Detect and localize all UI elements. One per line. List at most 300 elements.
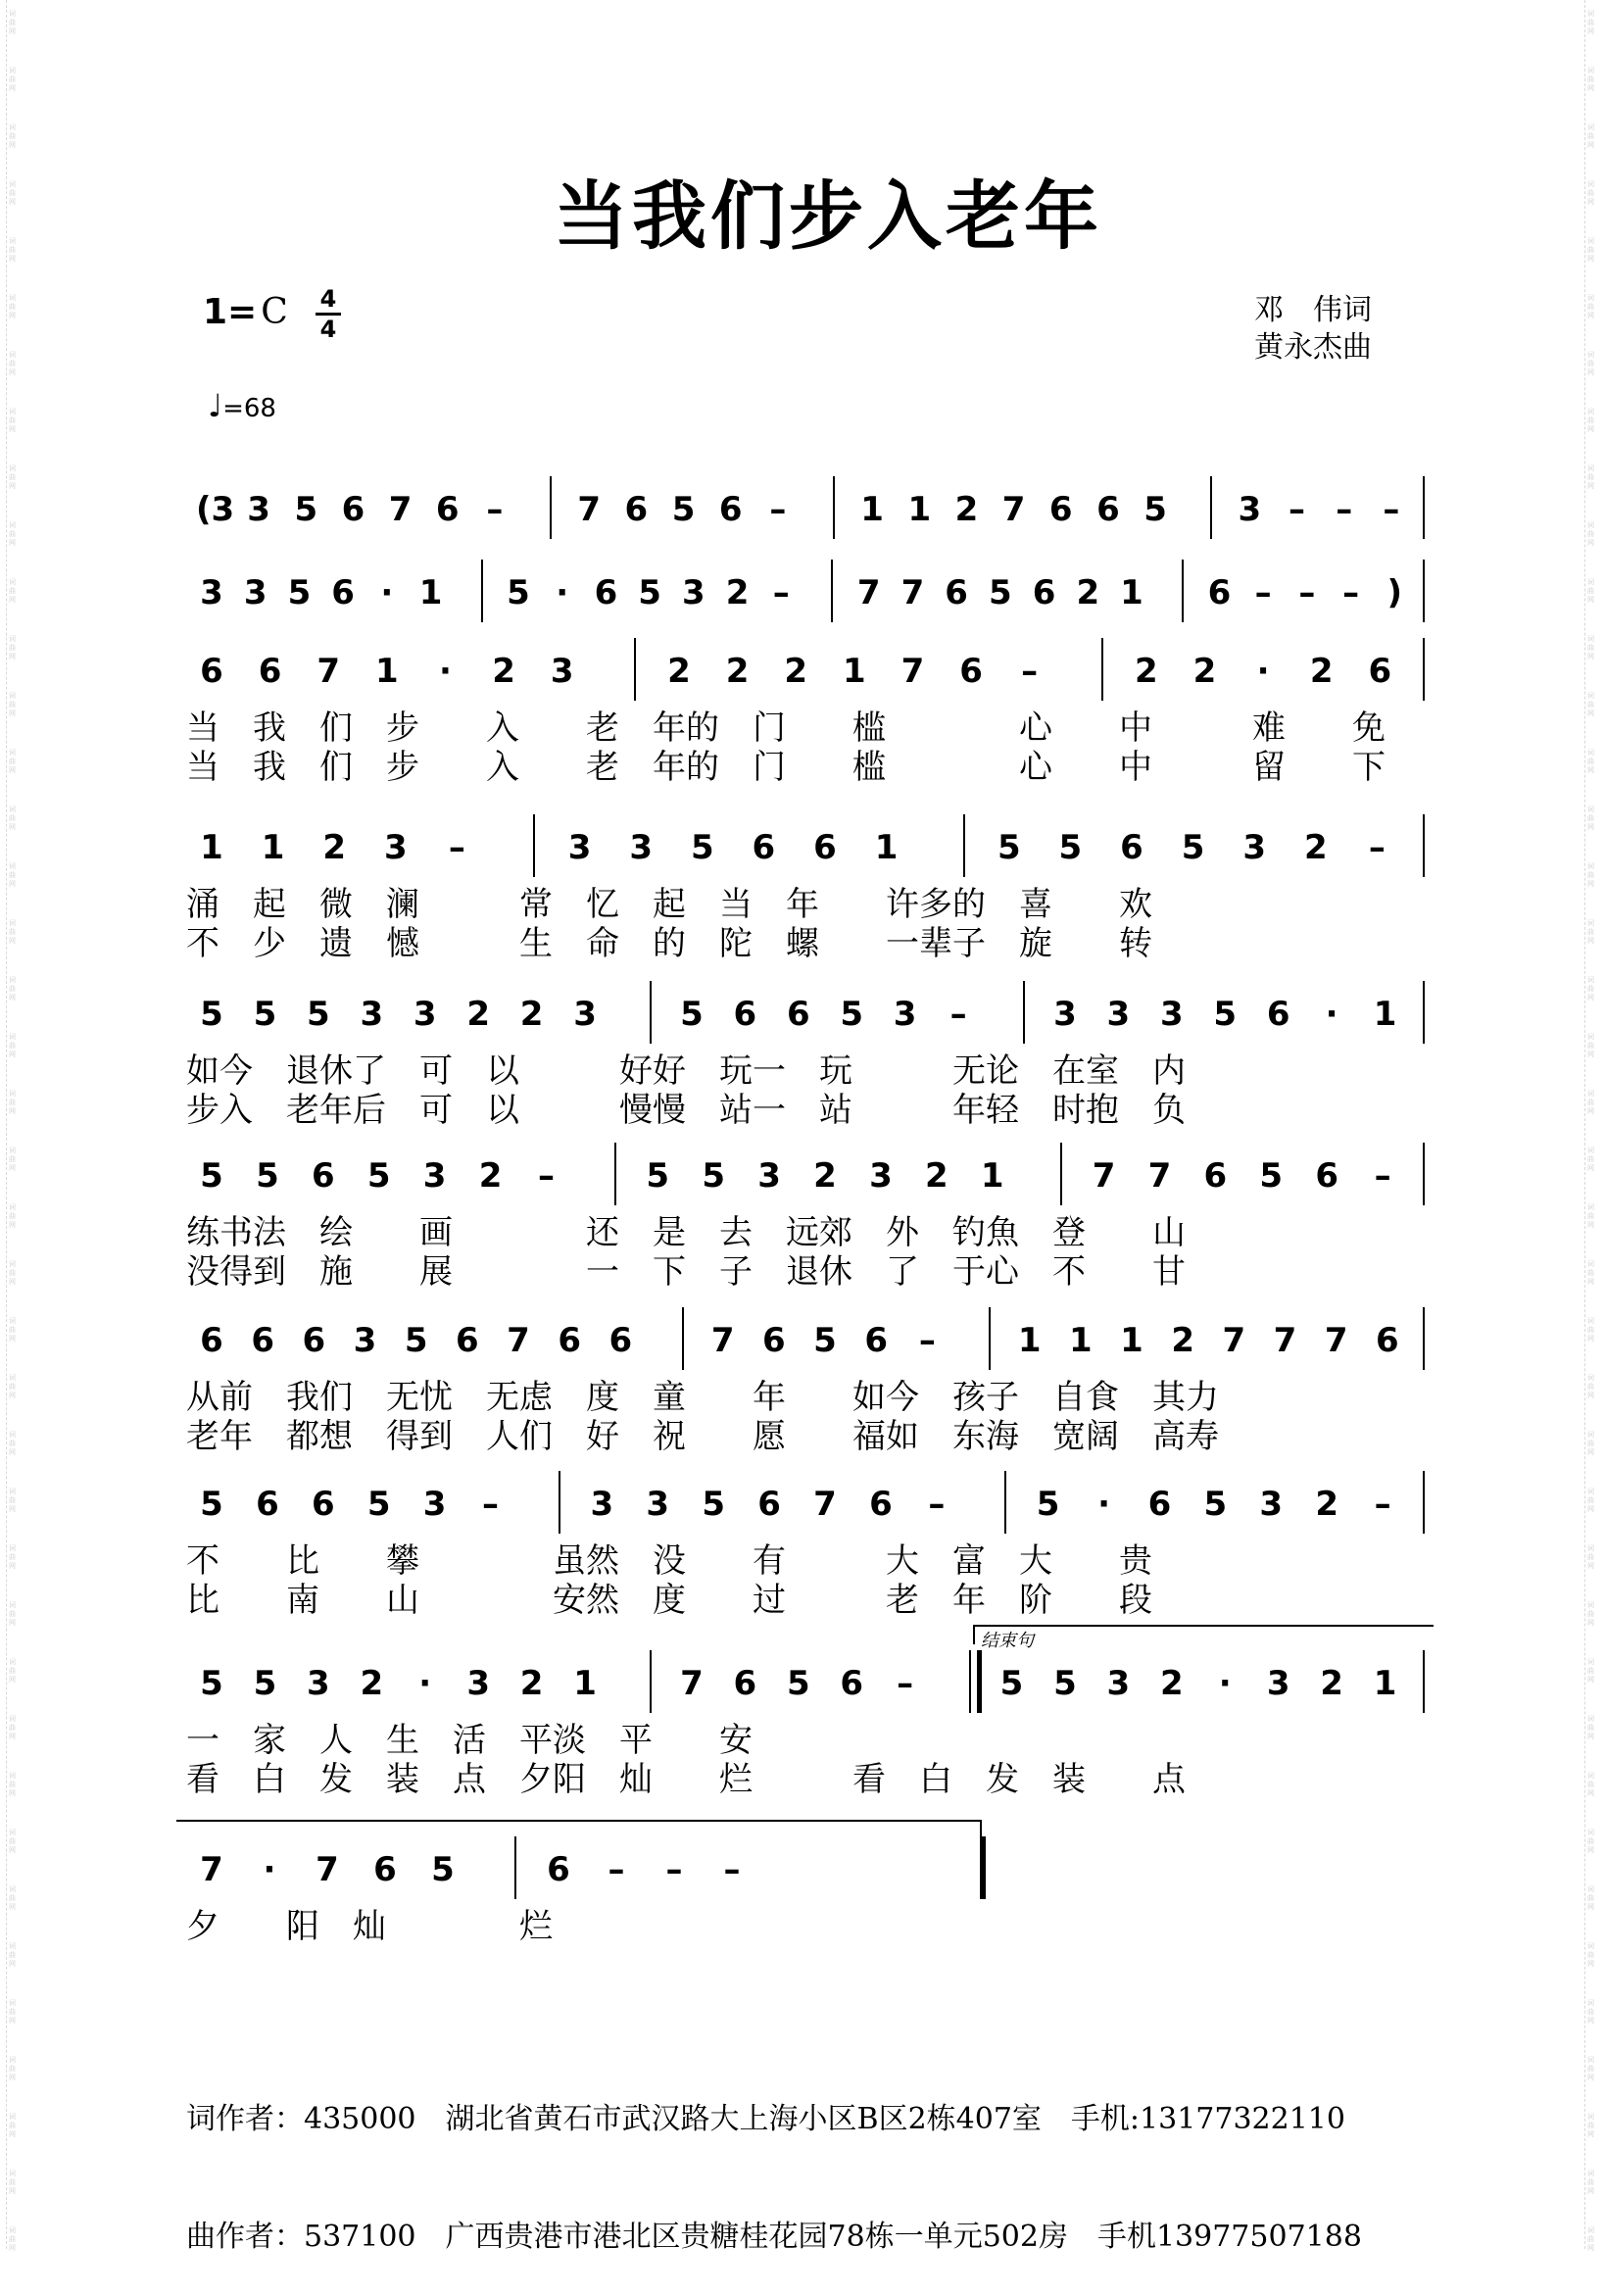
note: 7 [710,1321,735,1360]
note: 2 [360,1664,384,1703]
note: 5 [256,1156,279,1196]
note: 5 [702,1485,725,1524]
note: 7 [1273,1321,1297,1360]
song-title: 当我们步入老年 [554,172,1102,260]
note: 3 [413,995,437,1034]
note: 5 [671,490,696,529]
watermark-text: 词曲网 [1587,464,1594,490]
watermark-text: 词曲网 [1587,806,1594,831]
note: 6 [608,1321,633,1360]
lyric-line: 不 少 遗 憾 生 命 的 陀 螺 一辈子 旋 转 [186,924,1152,963]
watermark-text: 词曲网 [1587,1431,1594,1456]
watermark-text: 词曲网 [9,123,16,149]
lyric-line: 步入 老年后 可 以 慢慢 站一 站 年轻 时抱 负 [186,1091,1186,1130]
note: · [1097,1485,1110,1524]
note: 6 [373,1850,397,1889]
lyric-line: 练书法 绘 画 还 是 去 远郊 外 钓魚 登 山 [186,1213,1186,1252]
note: 1 [860,490,884,529]
barline [650,981,652,1044]
note: 2 [784,652,808,691]
note: 2 [1076,573,1100,612]
barline [559,1471,560,1534]
note: 1 [1068,1321,1093,1360]
watermark-text: 词曲网 [9,1999,16,2025]
watermark-text: 词曲网 [1587,692,1594,717]
note: 7 [900,652,925,691]
note: · [1218,1664,1232,1703]
watermark-text: 词曲网 [9,919,16,945]
watermark-text: 词曲网 [9,749,16,774]
note: 5 [253,1664,277,1703]
watermark-text: 词曲网 [9,1488,16,1513]
watermark-text: 词曲网 [1587,976,1594,1001]
watermark-text: 词曲网 [9,408,16,433]
lyric-line: 夕 阳 灿 烂 [186,1907,553,1946]
note: – [1383,490,1400,529]
watermark-text: 词曲网 [9,1715,16,1740]
note: 2 [478,1156,503,1196]
barline [533,814,535,877]
note: 6 [331,573,355,612]
note: 3 [1238,490,1262,529]
watermark-text: 词曲网 [9,1431,16,1456]
watermark-text: 词曲网 [9,180,16,206]
watermark-text: 词曲网 [9,635,16,660]
note: 1 [418,573,443,612]
note: 2 [924,1156,948,1196]
note: 2 [725,573,750,612]
note: 6 [311,1485,335,1524]
note: 5 [1213,995,1238,1034]
note: – [949,995,967,1034]
watermark-text: 词曲网 [1587,2170,1594,2195]
note: 7 [388,490,413,529]
note: 5 [294,490,318,529]
note: 7 [1147,1156,1172,1196]
note: – [1289,490,1306,529]
note: 2 [1315,1485,1338,1524]
watermark-text: 词曲网 [9,67,16,92]
note: 6 [341,490,365,529]
watermark-text: 词曲网 [1587,1317,1594,1343]
note: 6 [311,1156,335,1196]
barline [634,638,636,701]
note: 3 [757,1156,781,1196]
ending-bracket: 结束句 [973,1625,1434,1644]
watermark-text: 词曲网 [9,1544,16,1570]
note: 6 [594,573,618,612]
watermark-text: 词曲网 [1587,294,1594,319]
barline [833,476,835,539]
note: · [418,1664,432,1703]
note: 5 [813,1321,837,1360]
note: 5 [1143,490,1167,529]
lyric-line: 一 家 人 生 活 平淡 平 安 [186,1721,753,1760]
note: 7 [1222,1321,1246,1360]
watermark-text: 词曲网 [1587,237,1594,263]
composer-credit: 黄永杰曲 [1254,330,1372,365]
watermark-text: 词曲网 [9,578,16,604]
note: – [1298,573,1316,612]
note: 5 [646,1156,670,1196]
credits [1254,292,1372,366]
note: 1 [1120,1321,1143,1360]
lyric-line: 如今 退休了 可 以 好好 玩一 玩 无论 在室 内 [186,1051,1186,1091]
note: – [486,490,504,529]
note: 5 [989,573,1012,612]
watermark-text: 词曲网 [1587,521,1594,547]
note: 6 [1096,490,1120,529]
watermark-text: 词曲网 [9,521,16,547]
tempo-marking: ♩=68 [208,387,276,424]
note: 3 [573,995,597,1034]
note: – [1342,573,1360,612]
note: 6 [761,1321,786,1360]
barline [1423,981,1425,1044]
lyricist-credit: 邓 伟词 [1254,293,1372,327]
barline [1423,814,1425,877]
watermark-text: 词曲网 [9,692,16,717]
note: 5 [200,1664,223,1703]
note: 7 [577,490,602,529]
lyricist-contact: 词作者：435000 湖北省黄石市武汉路大上海小区B区2栋407室 手机:13177322110 [186,2102,1345,2136]
lyric-line: 比 南 山 安然 度 过 老 年 阶 段 [186,1581,1152,1620]
note: – [1374,1485,1391,1524]
note: 6 [869,1485,893,1524]
note: 5 [999,1664,1024,1703]
barline [1023,981,1025,1044]
right-margin-strip [1584,0,1599,2252]
note: 3 [629,828,654,867]
note: 5 [840,995,864,1034]
watermark-text: 词曲网 [1587,123,1594,149]
note: 3 [360,995,384,1034]
barline [989,1307,991,1370]
note: 6 [1266,995,1290,1034]
watermark-text: 词曲网 [9,2056,16,2081]
note: 6 [786,995,810,1034]
watermark-text: 词曲网 [9,1317,16,1343]
note: 1 [200,828,223,867]
key-signature: 1= C [203,292,288,332]
lyric-line: 涌 起 微 澜 常 忆 起 当 年 许多的 喜 欢 [186,885,1152,924]
barline [1004,1471,1006,1534]
note: 1 [1373,1664,1397,1703]
note: 5 [200,1156,223,1196]
watermark-text: 词曲网 [1587,1715,1594,1740]
note: 6 [1207,573,1232,612]
note: 7 [813,1485,837,1524]
note: 1 [1373,995,1397,1034]
lyric-line: 看 白 发 装 点 夕阳 灿 烂 看 白 发 装 点 [186,1760,1186,1799]
note: 2 [1135,652,1158,691]
note: 3 [567,828,592,867]
barline [1182,560,1184,622]
barline [1423,560,1425,622]
watermark-text: 词曲网 [1587,1829,1594,1854]
note: 1 [842,652,866,691]
note: 3 [200,573,223,612]
lyric-line: 老年 都想 得到 人们 好 祝 愿 福如 东海 宽阔 高寿 [186,1417,1219,1456]
note: 2 [1309,652,1334,691]
note: 2 [1320,1664,1343,1703]
note: 1 [375,652,399,691]
watermark-text: 词曲网 [1587,351,1594,376]
note: 1 [573,1664,597,1703]
note: 1 [874,828,899,867]
watermark-text: 词曲网 [1587,2113,1594,2138]
note: 2 [813,1156,837,1196]
note: 7 [507,1321,530,1360]
note: 3 [1259,1485,1284,1524]
note: 3 [247,490,270,529]
watermark-text: 词曲网 [9,1033,16,1058]
note: 5 [1053,1664,1077,1703]
note: 6 [1203,1156,1228,1196]
note: · [556,573,569,612]
note: 2 [954,490,979,529]
note: 5 [431,1850,455,1889]
note: 3 [1053,995,1077,1034]
watermark-text: 词曲网 [1587,2226,1594,2252]
note: – [608,1850,625,1889]
watermark-text: 词曲网 [9,2170,16,2195]
watermark-text: 词曲网 [9,2113,16,2138]
note: 5 [507,573,530,612]
watermark-text: 词曲网 [9,2226,16,2252]
note: 3 [422,1485,447,1524]
note: 3 [646,1485,670,1524]
note: 1 [980,1156,1004,1196]
note: – [1374,1156,1391,1196]
note: 3 [383,828,408,867]
note: 6 [258,652,282,691]
note: · [439,652,452,691]
note: 7 [1324,1321,1348,1360]
note: 6 [840,1664,864,1703]
note: 6 [757,1485,781,1524]
watermark-text: 词曲网 [1587,1999,1594,2025]
watermark-text: 词曲网 [1587,1374,1594,1399]
barline [1423,1143,1425,1205]
note: (3 [196,490,235,529]
note: 6 [1147,1485,1172,1524]
barline [514,1836,516,1899]
note: 6 [945,573,968,612]
watermark-text: 词曲网 [9,1090,16,1115]
note: 2 [492,652,515,691]
note: 5 [638,573,661,612]
note: 5 [287,573,312,612]
note: 5 [307,995,330,1034]
note: 7 [856,573,881,612]
watermark-text: 词曲网 [1587,578,1594,604]
barline [1210,476,1212,539]
note: 1 [907,490,932,529]
watermark-text: 词曲网 [9,1658,16,1684]
note: 2 [466,995,490,1034]
note: 2 [1171,1321,1194,1360]
note: 2 [725,652,750,691]
note: 6 [256,1485,279,1524]
note: – [897,1664,914,1703]
note: – [1368,828,1386,867]
watermark-text: 词曲网 [9,351,16,376]
note: 3 [307,1664,330,1703]
watermark-text: 词曲网 [1587,1203,1594,1229]
note: 2 [1303,828,1328,867]
watermark-text: 词曲网 [1587,1260,1594,1286]
watermark-text: 词曲网 [1587,1147,1594,1172]
note: 6 [1032,573,1056,612]
note: 5 [680,995,704,1034]
note: 5 [200,1485,223,1524]
barline [481,560,483,622]
watermark-text: 词曲网 [9,237,16,263]
barline [831,560,833,622]
watermark-text: 词曲网 [1587,1488,1594,1513]
watermark-text: 词曲网 [1587,408,1594,433]
watermark-text: 词曲网 [9,1942,16,1968]
watermark-text: 词曲网 [9,976,16,1001]
lyric-line: 不 比 攀 虽然 没 有 大 富 大 贵 [186,1541,1152,1581]
note: 6 [864,1321,888,1360]
note: 6 [1120,828,1143,867]
watermark-text: 词曲网 [9,862,16,888]
final-barline [980,1836,986,1899]
barline [977,1650,982,1713]
note: · [1256,652,1270,691]
note: 6 [733,995,757,1034]
lyric-line: 没得到 施 展 一 下 子 退休 了 于心 不 甘 [186,1252,1186,1292]
watermark-text: 词曲网 [1587,10,1594,35]
note: 7 [900,573,925,612]
barline [682,1307,684,1370]
watermark-text: 词曲网 [1587,1885,1594,1911]
note: – [537,1156,555,1196]
note: 5 [690,828,714,867]
watermark-text: 词曲网 [1587,1658,1594,1684]
note: – [1254,573,1272,612]
note: 5 [366,1485,391,1524]
note: 6 [251,1321,274,1360]
note: 2 [667,652,691,691]
time-signature: 4 4 [316,286,341,342]
note: – [448,828,465,867]
note: 3 [353,1321,377,1360]
note: 6 [959,652,983,691]
note: 6 [302,1321,326,1360]
note: 5 [366,1156,391,1196]
note: 6 [200,1321,223,1360]
note: 7 [1092,1156,1116,1196]
note: ) [1386,573,1403,612]
note: 5 [702,1156,725,1196]
note: 5 [1181,828,1205,867]
note: 3 [466,1664,490,1703]
note: 5 [1058,828,1083,867]
note: 3 [422,1156,447,1196]
barline [650,1650,652,1713]
watermark-text: 词曲网 [1587,862,1594,888]
watermark-text: 词曲网 [9,1885,16,1911]
note: 3 [1106,995,1131,1034]
note: · [1325,995,1338,1034]
note: 3 [682,573,705,612]
note: – [482,1485,500,1524]
note: 6 [1048,490,1073,529]
watermark-text: 词曲网 [9,10,16,35]
note: 3 [590,1485,614,1524]
note: 5 [1203,1485,1228,1524]
note: 7 [316,652,341,691]
note: 6 [624,490,649,529]
note: 6 [547,1850,570,1889]
note: – [665,1850,683,1889]
note: 6 [455,1321,479,1360]
note: – [928,1485,946,1524]
note: 6 [1315,1156,1338,1196]
note: · [263,1850,276,1889]
note: 7 [200,1850,223,1889]
note: 5 [786,1664,810,1703]
note: 3 [893,995,917,1034]
note: · [380,573,394,612]
note: 6 [1375,1321,1399,1360]
note: 7 [1001,490,1026,529]
note: 3 [1242,828,1267,867]
watermark-text: 词曲网 [1587,749,1594,774]
note: – [918,1321,936,1360]
note: 1 [1120,573,1143,612]
note: 5 [200,995,223,1034]
note: 3 [550,652,574,691]
barline [963,814,965,877]
left-margin-strip [6,0,21,2252]
note: 5 [404,1321,428,1360]
note: 1 [1017,1321,1042,1360]
note: – [723,1850,741,1889]
note: 7 [680,1664,704,1703]
barline [1101,638,1103,701]
watermark-text: 词曲网 [9,464,16,490]
note: 6 [558,1321,581,1360]
note: 5 [253,995,277,1034]
note: 2 [519,1664,544,1703]
watermark-text: 词曲网 [1587,1090,1594,1115]
watermark-text: 词曲网 [1587,1033,1594,1058]
watermark-text: 词曲网 [9,1260,16,1286]
barline [1423,638,1425,701]
watermark-text: 词曲网 [9,1772,16,1797]
barline [969,1650,971,1713]
note: – [1021,652,1039,691]
note: 6 [435,490,460,529]
watermark-text: 词曲网 [1587,1601,1594,1627]
watermark-text: 词曲网 [9,1147,16,1172]
note: – [1336,490,1353,529]
note: 3 [1266,1664,1290,1703]
watermark-text: 词曲网 [1587,919,1594,945]
composer-contact: 曲作者：537100 广西贵港市港北区贵糖桂花园78栋一单元502房 手机13977507188 [186,2220,1362,2254]
lyric-line: 当 我 们 步 入 老 年的 门 槛 心 中 留 下 [186,748,1386,787]
note: 2 [322,828,347,867]
note: 2 [1192,652,1217,691]
watermark-text: 词曲网 [1587,2056,1594,2081]
barline [1423,1471,1425,1534]
watermark-text: 词曲网 [9,1829,16,1854]
note: 6 [200,652,223,691]
